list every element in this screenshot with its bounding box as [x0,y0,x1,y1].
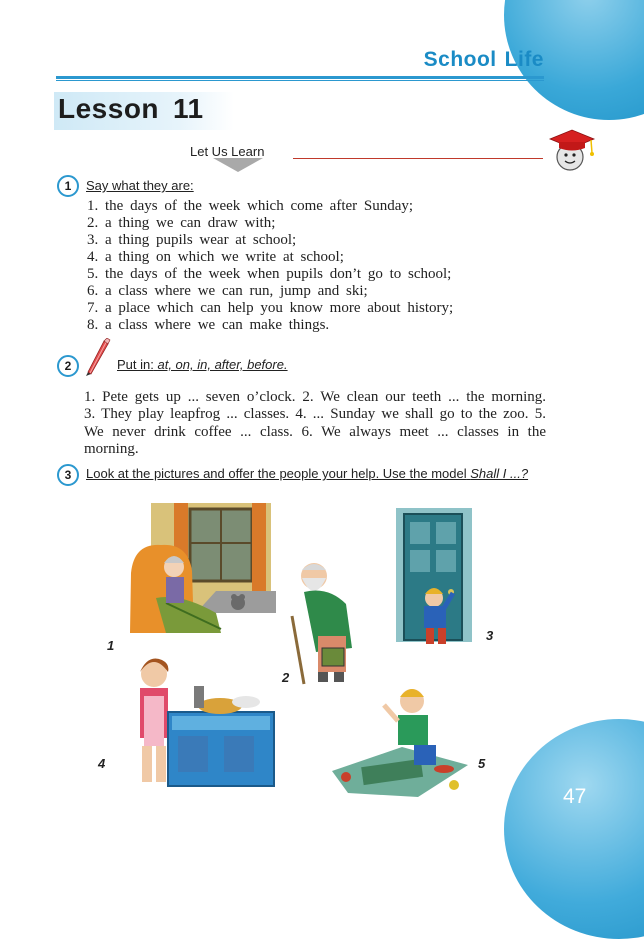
illustration-boy-painting [322,681,474,801]
lesson-number: 11 [173,93,204,124]
exercise-1-number: 1 [57,175,79,197]
list-item: 6. a class where we can run, jump and ski; [87,283,368,299]
exercise-2-instruction [117,357,288,372]
header-rule [56,76,544,79]
subheading-arrow [213,158,263,172]
picture-label-4: 4 [98,756,106,771]
picture-label-2: 2 [282,670,290,685]
list-item: 4. a thing on which we write at school; [87,249,344,265]
exercise-3-instruction-text: Look at the pictures and offer the people your help. Use the model [86,466,467,481]
graduate-mascot-icon [546,124,598,172]
exercise-1-instruction: Say what they are: [86,178,194,193]
exercise-2-number: 2 [57,355,79,377]
list-item: 1. the days of the week which come after Sunday; [87,198,414,214]
illustration-old-man-cane [288,556,368,688]
exercise-3-model: Shall I ...? [470,466,529,481]
illustration-woman-kitchen [124,656,284,788]
section-title-word-2: Life [504,48,544,71]
lesson-label: Lesson [58,93,160,124]
illustration-boy-door [396,508,474,656]
header-rule-thin [56,80,544,81]
list-item: 7. a place which can help you know more about history; [87,300,454,316]
section-title-word-1: School [423,48,497,71]
list-item: 3. a thing pupils wear at school; [87,232,297,248]
illustration-grandma-armchair [126,503,278,649]
lesson-title [58,93,204,125]
exercise-2-instruction-words: at, on, in, after, before. [157,357,288,372]
exercise-2-text: 1. Pete gets up ... seven o’clock. 2. We clean our teeth ... the morning. 3. They play leapfrog ... classes. 4. ... Sunday we shall go to the zoo. 5. We never drink coffee ... class. 6. We always meet ... classes in the morning. [84,389,546,458]
picture-label-1: 1 [107,638,115,653]
picture-label-3: 3 [486,628,494,643]
exercise-2-instruction-prefix: Put in: [117,357,154,372]
subheading: Let Us Learn [190,144,265,159]
corner-decoration-bottom [504,719,644,939]
exercise-3-instruction [86,466,536,482]
list-item: 8. a class where we can make things. [87,317,330,333]
subheading-rule [293,158,543,159]
exercise-1-list [87,198,453,334]
section-title [424,48,544,72]
list-item: 2. a thing we can draw with; [87,215,276,231]
list-item: 5. the days of the week when pupils don’t go to school; [87,266,452,282]
pencil-icon [82,338,112,376]
page-number: 47 [563,785,587,808]
exercise-3-number: 3 [57,464,79,486]
picture-label-5: 5 [478,756,486,771]
